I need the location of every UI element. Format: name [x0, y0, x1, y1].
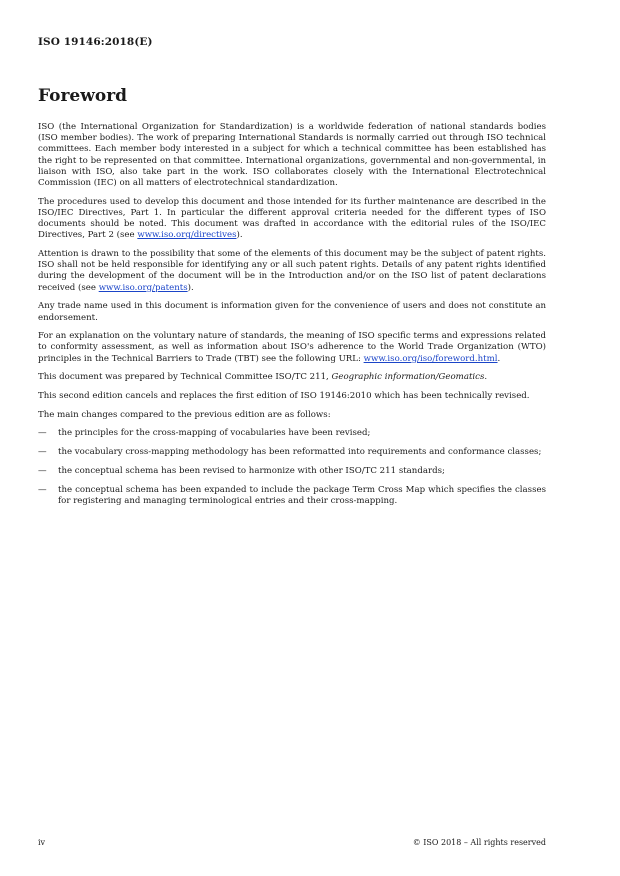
list-item-text: the principles for the cross-mapping of vocabularies have been revised; — [58, 428, 371, 439]
paragraph-patents — [38, 249, 546, 294]
list-item — [38, 466, 546, 477]
page-number: iv — [38, 838, 46, 847]
list-item-text: the conceptual schema has been expanded to include the package Term Cross Map which specifies the classes for registering and managing terminological entries and their cross-mapping. — [58, 484, 546, 506]
paragraph-iso-federation: ISO (the International Organization for Standardization) is a worldwide federation of national standards bodies (ISO member bodies). The work of preparing International Standards is normally carried out through ISO technical committees. Each member body interested in a subject for which a technical committee has been established has the right to be represented on that committee. International organizations, governmental and non-governmental, in liaison with ISO, also take part in the work. ISO collaborates closely with the International Electrotechnical Commission (IEC) on all matters of electrotechnical standardization. — [38, 122, 546, 189]
paragraph-edition: This second edition cancels and replaces the first edition of ISO 19146:2010 which has been technically revised. — [38, 391, 530, 402]
directives-link[interactable]: www.iso.org/directives — [137, 230, 237, 241]
paragraph-trade-name: Any trade name used in this document is information given for the convenience of users and does not constitute an endorsement. — [38, 301, 546, 323]
list-item-text: the vocabulary cross-mapping methodology has been reformatted into requirements and conformance classes; — [58, 447, 542, 458]
paragraph-changes-intro: The main changes compared to the previous edition are as follows: — [38, 409, 331, 420]
list-dash: — — [38, 484, 47, 495]
list-item — [38, 485, 546, 507]
list-item — [38, 447, 546, 458]
paragraph-committee-text: This document was prepared by Technical Committee ISO/TC 211, — [38, 372, 332, 383]
paragraph-voluntary-nature-end: . — [497, 353, 501, 364]
list-item — [38, 428, 546, 439]
paragraph-procedures-text: The procedures used to develop this document and those intended for its further maintenance are described in the ISO/IEC Directives, Part 1. In particular the different approval criteria needed for the different types of ISO documents should be noted. This document was drafted in accordance with the editorial rules of the ISO/IEC Directives, Part 2 (see — [38, 196, 546, 241]
paragraph-procedures-end: ). — [236, 230, 243, 241]
paragraph-committee-end: . — [484, 372, 488, 383]
foreword-link[interactable]: www.iso.org/iso/foreword.html — [363, 353, 498, 364]
paragraph-patents-text: Attention is drawn to the possibility that some of the elements of this document may be the subject of patent rights. ISO shall not be held responsible for identifying any or all such patent rights. Details of any patent rights identified during the development of the document will be in the Introduction and/or on the ISO list of patent declarations received (see — [38, 249, 546, 293]
paragraph-committee — [38, 372, 546, 383]
patents-link[interactable]: www.iso.org/patents — [98, 282, 188, 293]
copyright-notice: © ISO 2018 – All rights reserved — [412, 838, 546, 847]
paragraph-voluntary-nature-text: For an explanation on the voluntary nature of standards, the meaning of ISO specific terms and expressions related to conformity assessment, as well as information about ISO's adherence to the World Trade Organization (WTO) principles in the Technical Barriers to Trade (TBT) see the following URL: — [38, 331, 546, 364]
list-dash: — — [38, 447, 47, 458]
paragraph-procedures — [38, 197, 546, 242]
committee-title: Geographic information/Geomatics — [331, 372, 485, 383]
changes-list — [38, 428, 546, 507]
list-dash: — — [38, 428, 47, 439]
page-footer — [38, 838, 546, 847]
paragraph-patents-end: ). — [187, 282, 194, 293]
list-item-text: the conceptual schema has been revised to harmonize with other ISO/TC 211 standards; — [58, 465, 445, 476]
foreword-body — [38, 122, 546, 514]
document-id: ISO 19146:2018(E) — [38, 36, 153, 48]
list-dash: — — [38, 465, 47, 476]
paragraph-voluntary-nature — [38, 331, 546, 365]
page-title: Foreword — [38, 86, 128, 106]
